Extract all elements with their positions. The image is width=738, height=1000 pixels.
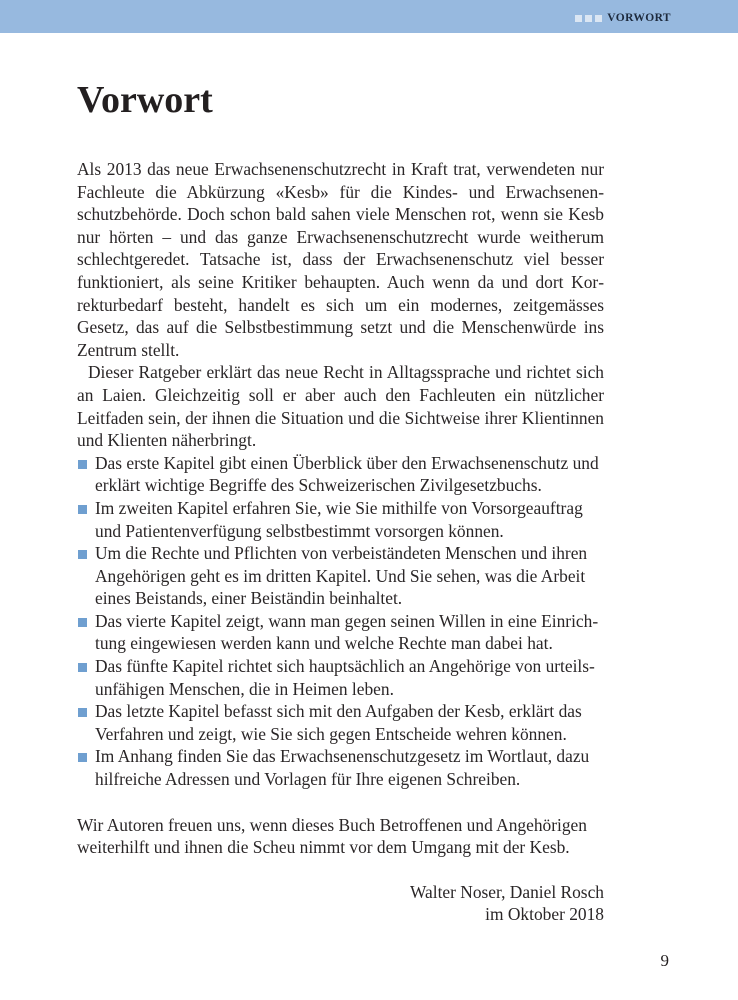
square-icon [575, 15, 582, 22]
list-item [77, 452, 604, 497]
list-item [77, 745, 604, 790]
square-icon [595, 15, 602, 22]
bullet-square-icon [78, 663, 87, 672]
bullet-square-icon [78, 753, 87, 762]
bullet-square-icon [78, 550, 87, 559]
list-item [77, 497, 604, 542]
bullet-square-icon [78, 708, 87, 717]
running-head-label: VORWORT [607, 12, 671, 24]
list-item-text: Das letzte Kapitel befasst sich mit den Aufgaben der Kesb, erklärt das Verfahren und zeigt, wie Sie sich gegen Entscheide wehren können. [95, 701, 582, 744]
list-item-text: Im Anhang finden Sie das Erwachsenenschutzgesetz im Wortlaut, dazu hilfreiche Adressen und Vorlagen für Ihre eigenen Schreiben. [95, 746, 590, 790]
list-item [77, 700, 604, 745]
list-item [77, 610, 604, 655]
body-text [77, 158, 604, 926]
list-item-text: Das vierte Kapitel zeigt, wann man gegen seinen Willen in eine Einrichtung eingewiesen werden kann und welche Rechte man dabei hat. [95, 610, 599, 654]
list-item-text: Das erste Kapitel gibt einen Überblick über den Erwachsenenschutz und erklärt wichtige Begriffe des Schweizerischen Zivilgesetzbuchs. [95, 452, 599, 496]
page-number: 9 [660, 951, 669, 970]
chapter-overview-list [77, 452, 604, 791]
bullet-square-icon [78, 618, 87, 627]
list-item-text: Um die Rechte und Pflichten von verbeiständeten Menschen und ihren Angehörigen geht es im dritten Kapitel. Und Sie sehen, was die Arbeit eines Beistands, einer Beiständin beinhaltet. [95, 543, 588, 609]
bullet-square-icon [78, 505, 87, 514]
paragraph-purpose: Dieser Ratgeber erklärt das neue Recht in Alltagssprache und richtet sich an Laien. Gleichzeitig soll er aber auch den Fachleuten ein nützlicher Leitfaden sein, der ihnen die Situation und die Sichtweise ihrer Klientinnen und Klienten näherbringt. [77, 362, 604, 451]
header-band [0, 0, 738, 33]
bullet-square-icon [78, 460, 87, 469]
running-head-squares-icon [575, 15, 602, 22]
paragraph-intro: Als 2013 das neue Erwachsenenschutzrecht in Kraft trat, verwendeten nur Fachleute die Abkürzung «Kesb» für die Kindes- und Erwachsenenschutzbehörde. Doch schon bald sahen viele Menschen rot, wenn sie Kesb nur hörten – und das ganze Erwachsenenschutzrecht wurde weitherum schlechtgeredet. Tatsache ist, dass der Erwachsenenschutz viel besser funktioniert, als seine Kritiker behaupten. Auch wenn da und dort Korrekturbedarf besteht, handelt es sich um ein modernes, zeitgemässes Gesetz, das auf die Selbstbestimmung setzt und die Menschenwürde ins Zentrum stellt. [77, 159, 604, 360]
square-icon [585, 15, 592, 22]
signature-authors: Walter Noser, Daniel Rosch [410, 881, 604, 902]
page-title: Vorwort [77, 79, 213, 121]
running-head [575, 12, 671, 24]
list-item-text: Im zweiten Kapitel erfahren Sie, wie Sie mithilfe von Vorsorgeauftrag und Patientenverfügung selbstbestimmt vorsorgen können. [95, 497, 583, 541]
closing-paragraph: Wir Autoren freuen uns, wenn dieses Buch Betroffenen und Angehörigen weiterhilft und ihnen die Scheu nimmt vor dem Umgang mit der Kesb. [77, 814, 587, 858]
list-item [77, 655, 604, 700]
signature-date: im Oktober 2018 [485, 904, 604, 925]
list-item [77, 542, 604, 610]
list-item-text: Das fünfte Kapitel richtet sich hauptsächlich an Angehörige von urteilsunfähigen Menschen, die in Heimen leben. [95, 656, 595, 699]
signature-block [77, 881, 604, 926]
